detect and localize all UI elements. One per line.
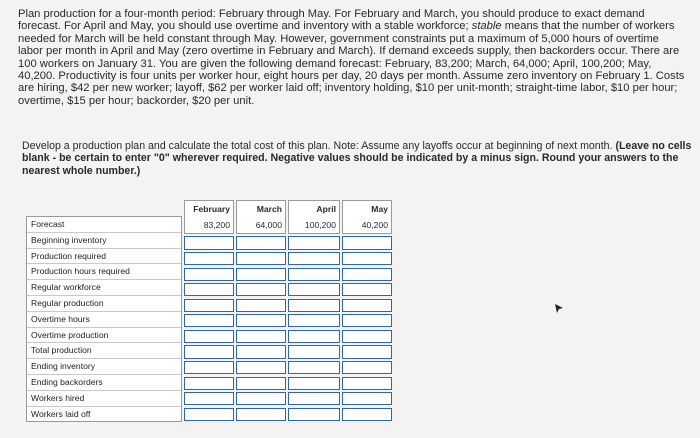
- problem-line: needed for March will be held constant through May. However, government constraints put a maximum of 5,000 hours of overtime: [18, 32, 659, 45]
- input-cell[interactable]: [184, 345, 234, 358]
- input-cell[interactable]: [236, 392, 286, 405]
- row-labels: [26, 216, 182, 422]
- input-cell[interactable]: [184, 299, 234, 312]
- input-cell[interactable]: [184, 330, 234, 343]
- column: [342, 200, 392, 421]
- input-cell[interactable]: [236, 236, 286, 249]
- input-cell[interactable]: [236, 252, 286, 265]
- row-label: Production required: [27, 249, 181, 265]
- input-cell[interactable]: [342, 330, 392, 343]
- row-label: Total production: [27, 343, 181, 359]
- input-cell[interactable]: [288, 236, 340, 249]
- production-plan-table: [26, 200, 386, 438]
- input-cell[interactable]: [236, 345, 286, 358]
- forecast-value: 100,200: [288, 217, 340, 234]
- row-label: Production hours required: [27, 264, 181, 280]
- column-header: March: [236, 200, 286, 217]
- instructions: [22, 140, 692, 177]
- row-label: Regular workforce: [27, 280, 181, 296]
- problem-line: labor per month in April and May (zero overtime in February and March). If demand exceeds supply, then backorders occur. There are: [18, 45, 680, 58]
- input-cell[interactable]: [184, 268, 234, 281]
- problem-line: overtime, $15 per hour; backorder, $20 per unit.: [18, 94, 255, 107]
- problem-line: forecast. For April and May, you should use overtime and inventory with a stable workforce; stable means that the number of workers: [18, 20, 675, 33]
- input-cell[interactable]: [184, 252, 234, 265]
- problem-line: Plan production for a four-month period: February through May. For February and March, you should produce to exact demand: [18, 8, 645, 20]
- input-cell[interactable]: [184, 392, 234, 405]
- input-cell[interactable]: [342, 392, 392, 405]
- input-cell[interactable]: [288, 314, 340, 327]
- input-cell[interactable]: [236, 283, 286, 296]
- row-label: Ending backorders: [27, 375, 181, 391]
- input-cell[interactable]: [236, 314, 286, 327]
- input-cell[interactable]: [288, 377, 340, 390]
- input-cell[interactable]: [288, 283, 340, 296]
- problem-line: are hiring, $42 per new worker; layoff, $62 per worker laid off; inventory holding, $10 per unit-month; straight-time labor, $10 per hour;: [18, 82, 678, 95]
- input-cell[interactable]: [184, 236, 234, 249]
- column-header: February: [184, 200, 234, 217]
- input-cell[interactable]: [184, 314, 234, 327]
- input-cell[interactable]: [342, 283, 392, 296]
- row-label-forecast: Forecast: [27, 217, 181, 233]
- input-cell[interactable]: [342, 236, 392, 249]
- input-cell[interactable]: [342, 345, 392, 358]
- input-cell[interactable]: [342, 408, 392, 421]
- input-cell[interactable]: [288, 252, 340, 265]
- input-cell[interactable]: [236, 299, 286, 312]
- row-label: Ending inventory: [27, 359, 181, 375]
- input-cell[interactable]: [288, 299, 340, 312]
- input-cell[interactable]: [184, 408, 234, 421]
- stable-emphasis: stable: [471, 20, 502, 33]
- input-cell[interactable]: [288, 330, 340, 343]
- input-cell[interactable]: [288, 392, 340, 405]
- input-cell[interactable]: [288, 268, 340, 281]
- row-label: Overtime production: [27, 328, 181, 344]
- input-cell[interactable]: [342, 361, 392, 374]
- input-cell[interactable]: [342, 377, 392, 390]
- input-cell[interactable]: [342, 268, 392, 281]
- column-header: May: [342, 200, 392, 217]
- input-cell[interactable]: [342, 299, 392, 312]
- row-label: Workers laid off: [31, 408, 91, 419]
- column: [236, 200, 286, 421]
- problem-line: 40,200. Productivity is four units per worker hour, eight hours per day, 20 days per month. Assume zero inventory on February 1. Costs: [18, 70, 685, 83]
- problem-statement: [18, 8, 694, 107]
- input-cell[interactable]: [236, 408, 286, 421]
- forecast-value: 64,000: [236, 217, 286, 234]
- input-cell[interactable]: [342, 314, 392, 327]
- input-cell[interactable]: [236, 268, 286, 281]
- row-label: Beginning inventory: [27, 233, 181, 249]
- input-cell[interactable]: [184, 361, 234, 374]
- input-cell[interactable]: [288, 408, 340, 421]
- input-cell[interactable]: [288, 361, 340, 374]
- input-cell[interactable]: [288, 345, 340, 358]
- column: [184, 200, 234, 421]
- column-header: April: [288, 200, 340, 217]
- mouse-pointer-icon: [554, 303, 564, 315]
- row-label: Regular production: [27, 296, 181, 312]
- input-cell[interactable]: [236, 330, 286, 343]
- input-cell[interactable]: [184, 283, 234, 296]
- forecast-value: 83,200: [184, 217, 234, 234]
- column: [288, 200, 340, 421]
- month-columns: [184, 200, 394, 421]
- input-cell[interactable]: [236, 361, 286, 374]
- instructions-bold: (Leave no cells blank - be certain to enter "0" wherever required. Negative values should be indicated by a minus sign. Round your answers to the nearest whole number.): [22, 140, 692, 177]
- forecast-value: 40,200: [342, 217, 392, 234]
- input-cell[interactable]: [236, 377, 286, 390]
- problem-line: 100 workers on January 31. You are given the following demand forecast: February, 83,200; March, 64,000; April, 100,200; May,: [18, 57, 652, 70]
- input-cell[interactable]: [184, 377, 234, 390]
- row-label: Workers hired: [27, 391, 181, 407]
- row-label: Overtime hours: [27, 312, 181, 328]
- instructions-text: Develop a production plan and calculate the total cost of this plan. Note: Assume any layoffs occur at beginning of next month.: [22, 140, 613, 152]
- input-cell[interactable]: [342, 252, 392, 265]
